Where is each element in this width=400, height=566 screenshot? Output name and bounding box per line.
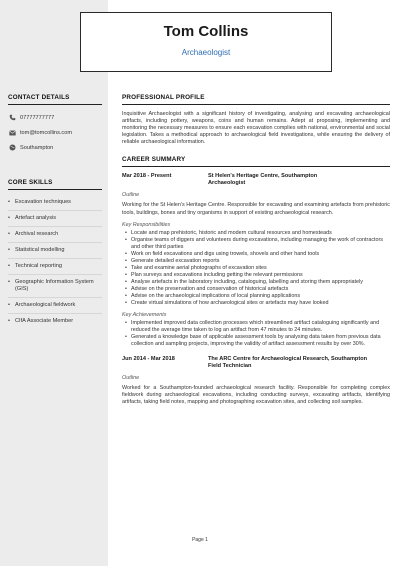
skill-item: • Statistical modelling [8, 243, 102, 259]
skill-item: • Technical reporting [8, 259, 102, 275]
outline-label: Outline [122, 374, 140, 381]
list-item: • Organise teams of diggers and volunteers during excavations, including managing the work of contractors and other third parties [125, 236, 384, 250]
job-outline: Worked for a Southampton-founded archaeological research facility. Responsible for completing complex fieldwork during archaeological excavations, including conducting surveys, excavating artifacts, identifying artifacts, taking field notes, mapping and photographing excavation sites, and collecting soil samples. [122, 384, 390, 405]
list-item: • Advise on the archaeological implications of local planning applications [125, 292, 301, 299]
job-header [122, 173, 390, 187]
phone-icon [8, 114, 16, 122]
list-item: • Work on field excavations and digs using trowels, shovels and other hand tools [125, 250, 320, 257]
contact-location [8, 143, 102, 152]
career-divider [122, 166, 390, 167]
job-date: Jun 2014 - Mar 2018 [122, 355, 175, 362]
contact-email [8, 128, 102, 137]
contact-details-section [8, 94, 102, 152]
list-item: • Analyse artefacts in the laboratory including, cataloguing, labelling and storing them appropriately [125, 278, 363, 285]
profile-heading: PROFESSIONAL PROFILE [122, 94, 205, 101]
core-skills-section [8, 179, 102, 329]
skill-item: • CIfA Associate Member [8, 318, 74, 324]
job-date: Mar 2018 - Present [122, 173, 172, 180]
candidate-name: Tom Collins [163, 23, 249, 40]
skill-item: • Excavation techniques [8, 195, 102, 211]
profile-divider [122, 104, 390, 105]
location-icon [8, 144, 16, 152]
skill-item: • Geographic Information System (GIS) [8, 275, 102, 298]
email-icon [8, 129, 16, 137]
list-item: • Locate and map prehistoric, historic and modern cultural resources and homesteads [125, 229, 332, 236]
main-content [122, 94, 390, 406]
skills-divider [8, 189, 102, 190]
skills-heading: CORE SKILLS [8, 179, 53, 186]
contact-phone-text: 07777777777 [20, 114, 55, 121]
list-item: • Create virtual simulations of how archaeological sites or artefacts may have looked [125, 299, 329, 306]
achievements-list [122, 320, 390, 348]
job-employer: St Helen's Heritage Centre, Southampton [208, 173, 318, 180]
candidate-title: Archaeologist [181, 48, 231, 57]
list-item: • Generate detailed excavation reports [125, 257, 220, 264]
achievements-label: Key Achievements [122, 311, 167, 318]
list-item: • Implemented improved data collection processes which streamlined artifact cataloguing significantly and reduced the average time taken to log an artifact from 47 minutes to 24 minutes. [125, 319, 380, 333]
list-item: • Take and examine aerial photographs of excavation sites [125, 264, 267, 271]
name-header [80, 12, 332, 72]
job-employer: The ARC Centre for Archaeological Research, Southampton [208, 355, 368, 362]
responsibilities-list [122, 230, 390, 307]
contact-divider [8, 104, 102, 105]
skill-item: • Artefact analysis [8, 211, 102, 227]
contact-heading: CONTACT DETAILS [8, 94, 70, 101]
responsibilities-label: Key Responsibilities [122, 221, 171, 228]
job-role: Archaeologist [208, 180, 246, 187]
outline-label: Outline [122, 192, 140, 199]
contact-location-text: Southampton [20, 144, 54, 151]
list-item: • Generated a knowledge base of applicable assessment tools by analysing data taken from previous data collection and sampling projects, improving the validity of artifact assessment results by over 30%. [125, 333, 381, 347]
contact-phone [8, 113, 102, 122]
skill-item: • Archival research [8, 227, 102, 243]
job-outline: Working for the St Helen's Heritage Centre. Responsible for excavating and examining artefacts from prehistoric tools, buildings, bones and tiny organisms in support of existing archaeological research. [122, 202, 390, 216]
list-item: • Plan surveys and excavations including getting the relevant permissions [125, 271, 303, 278]
list-item: • Advise on the preservation and conservation of historical artefacts [125, 285, 289, 292]
profile-text: Inquisitive Archaeologist with a significant history of investigating, analysing and excavating archaeological artifacts, including pottery, weapons, coins and human remains. Adept at proposing, implementing and monitoring the necessary measures to ensure each excavation complies with national, environmental and social legislation. Takes a methodical approach to archaeological field investigations, while ensuring the delivery of reliable archaeological information. [122, 111, 390, 146]
page-number: Page 1 [192, 537, 208, 543]
career-heading: CAREER SUMMARY [122, 156, 186, 164]
skill-item: • Archaeological fieldwork [8, 298, 102, 314]
job-role: Field Technician [208, 362, 252, 369]
job-header [122, 356, 390, 370]
contact-email-text: tom@tomcollins.com [20, 129, 72, 136]
